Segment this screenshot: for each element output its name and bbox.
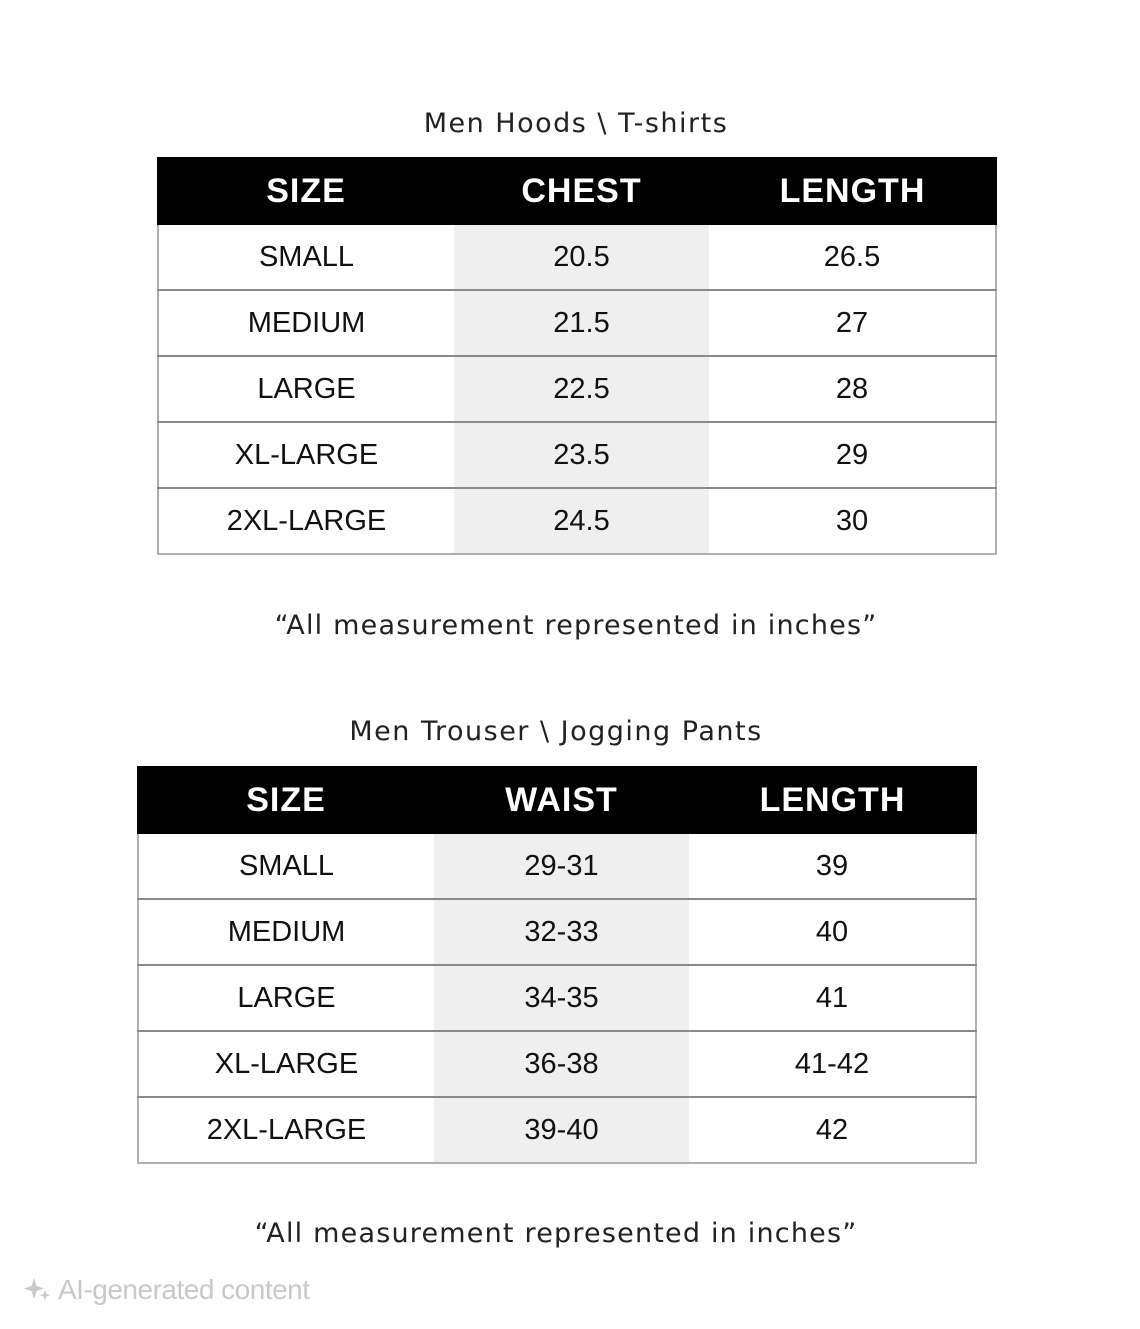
chest-cell: 23.5	[454, 422, 709, 488]
trousers-inches-note: “All measurement represented in inches”	[254, 1218, 858, 1249]
waist-cell: 32-33	[434, 899, 689, 965]
header-length: LENGTH	[709, 158, 996, 224]
size-cell: MEDIUM	[158, 290, 454, 356]
waist-cell: 29-31	[434, 833, 689, 899]
size-cell: XL-LARGE	[158, 422, 454, 488]
length-cell: 27	[709, 290, 996, 356]
table-row	[158, 356, 996, 422]
length-cell: 41	[689, 965, 976, 1031]
table-row	[138, 1031, 976, 1097]
table-row	[158, 224, 996, 290]
table-row	[158, 422, 996, 488]
table-header-row	[138, 767, 976, 833]
size-cell: SMALL	[158, 224, 454, 290]
hoods-inches-note: “All measurement represented in inches”	[274, 610, 878, 641]
ai-generated-watermark	[22, 1274, 310, 1306]
table-row	[158, 488, 996, 554]
trousers-size-table	[137, 766, 977, 1164]
size-cell: 2XL-LARGE	[158, 488, 454, 554]
header-waist: WAIST	[434, 767, 689, 833]
length-cell: 28	[709, 356, 996, 422]
size-cell: MEDIUM	[138, 899, 434, 965]
length-cell: 42	[689, 1097, 976, 1163]
header-chest: CHEST	[454, 158, 709, 224]
length-cell: 29	[709, 422, 996, 488]
size-cell: LARGE	[158, 356, 454, 422]
table-row	[138, 899, 976, 965]
chest-cell: 22.5	[454, 356, 709, 422]
header-length: LENGTH	[689, 767, 976, 833]
header-size: SIZE	[158, 158, 454, 224]
length-cell: 41-42	[689, 1031, 976, 1097]
length-cell: 39	[689, 833, 976, 899]
length-cell: 30	[709, 488, 996, 554]
table-row	[138, 833, 976, 899]
table-row	[138, 965, 976, 1031]
length-cell: 26.5	[709, 224, 996, 290]
chest-cell: 21.5	[454, 290, 709, 356]
length-cell: 40	[689, 899, 976, 965]
watermark-text: AI-generated content	[58, 1274, 310, 1305]
table-row	[158, 290, 996, 356]
hoods-table-title: Men Hoods \ T-shirts	[423, 108, 729, 139]
table-row	[138, 1097, 976, 1163]
waist-cell: 36-38	[434, 1031, 689, 1097]
header-size: SIZE	[138, 767, 434, 833]
waist-cell: 39-40	[434, 1097, 689, 1163]
waist-cell: 34-35	[434, 965, 689, 1031]
trousers-table-title: Men Trouser \ Jogging Pants	[349, 716, 763, 747]
table-header-row	[158, 158, 996, 224]
size-cell: SMALL	[138, 833, 434, 899]
sparkle-icon	[22, 1275, 52, 1305]
size-cell: XL-LARGE	[138, 1031, 434, 1097]
hoods-size-table	[157, 157, 997, 555]
chest-cell: 20.5	[454, 224, 709, 290]
size-cell: LARGE	[138, 965, 434, 1031]
size-cell: 2XL-LARGE	[138, 1097, 434, 1163]
chest-cell: 24.5	[454, 488, 709, 554]
